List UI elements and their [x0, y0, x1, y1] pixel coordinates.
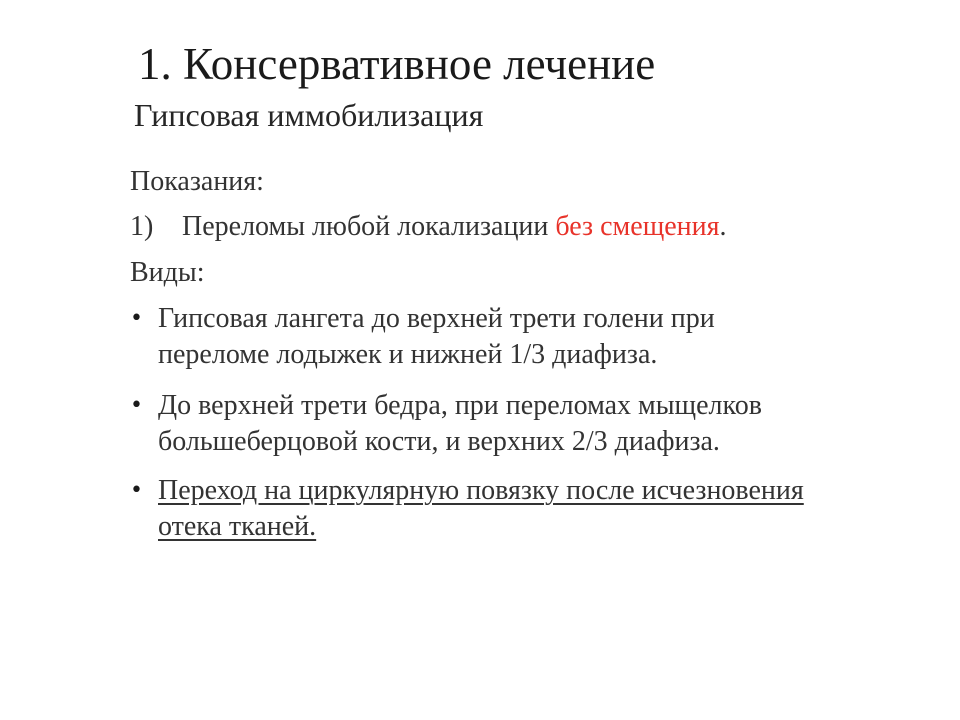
bullet-icon: •	[130, 306, 143, 331]
bullet-text	[158, 301, 918, 373]
slide-subtitle: Гипсовая иммобилизация	[134, 97, 484, 133]
bullet-text	[158, 473, 918, 545]
types-heading: Виды:	[130, 257, 205, 288]
bullet-icon: •	[130, 478, 143, 503]
bullet-line: большеберцовой кости, и верхних 2/3 диафиза.	[158, 426, 720, 457]
bullet-line: переломе лодыжек и нижней 1/3 диафиза.	[158, 339, 658, 370]
bullet-line: Переход на циркулярную повязку после исчезновения	[158, 475, 804, 506]
bullet-icon: •	[130, 393, 143, 418]
numbered-item-marker: 1)	[130, 211, 154, 242]
numbered-item	[130, 209, 727, 245]
numbered-item-text: Переломы любой локализации	[182, 211, 556, 242]
bullet-text	[158, 388, 918, 460]
bullet-line: До верхней трети бедра, при переломах мыщелков	[158, 390, 762, 421]
bullet-line: отека тканей.	[158, 511, 317, 542]
numbered-item-end: .	[719, 211, 727, 242]
indications-heading: Показания:	[130, 166, 264, 197]
slide-title: 1. Консервативное лечение	[138, 39, 656, 89]
numbered-item-highlight: без смещения	[555, 211, 720, 242]
bullet-line: Гипсовая лангета до верхней трети голени при	[158, 303, 715, 334]
